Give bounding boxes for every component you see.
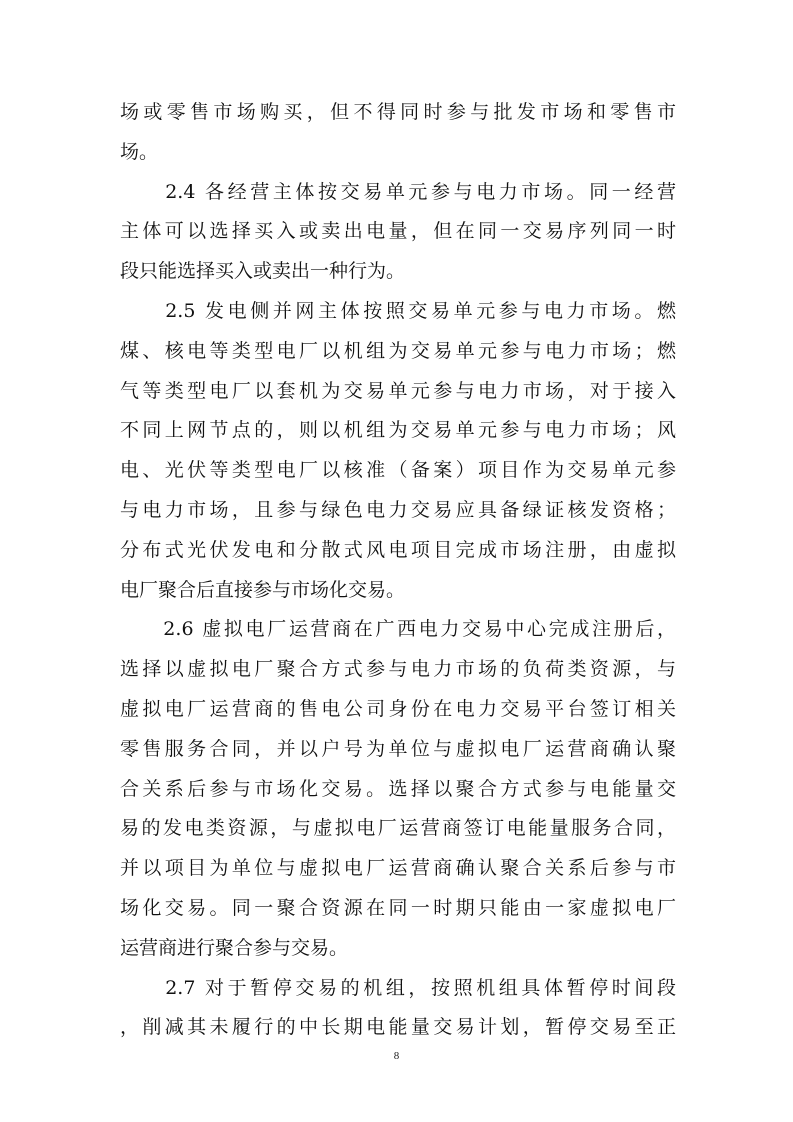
- text-line: 合关系后参与市场化交易。选择以聚合方式参与电能量交: [120, 777, 676, 800]
- text-line: 气等类型电厂以套机为交易单元参与电力市场，对于接入: [120, 379, 676, 402]
- text-line: 2.7 对于暂停交易的机组，按照机组具体暂停时间段: [120, 976, 676, 999]
- body-text: [120, 93, 676, 1048]
- text-line: 不同上网节点的，则以机组为交易单元参与电力市场；风: [120, 419, 676, 442]
- text-line: 虚拟电厂运营商的售电公司身份在电力交易平台签订相关: [120, 697, 676, 720]
- text-line: 场。: [120, 140, 159, 163]
- text-line: 分布式光伏发电和分散式风电项目完成市场注册，由虚拟: [120, 538, 676, 561]
- text-line: 2.4 各经营主体按交易单元参与电力市场。同一经营: [120, 180, 676, 203]
- text-line: 场或零售市场购买，但不得同时参与批发市场和零售市: [120, 101, 676, 123]
- text-line: 段只能选择买入或卖出一种行为。: [120, 260, 406, 283]
- text-line: 主体可以选择买入或卖出电量，但在同一交易序列同一时: [120, 220, 676, 243]
- text-line: 易的发电类资源，与虚拟电厂运营商签订电能量服务合同，: [120, 817, 676, 840]
- text-line: ，削减其未履行的中长期电能量交易计划，暂停交易至正: [120, 1016, 676, 1039]
- text-line: 零售服务合同，并以户号为单位与虚拟电厂运营商确认聚: [120, 737, 676, 760]
- text-line: 场化交易。同一聚合资源在同一时期只能由一家虚拟电厂: [120, 896, 676, 919]
- text-line: 2.6 虚拟电厂运营商在广西电力交易中心完成注册后，: [120, 618, 676, 641]
- page-number: 8: [393, 1050, 400, 1062]
- text-line: 选择以虚拟电厂聚合方式参与电力市场的负荷类资源，与: [120, 658, 676, 681]
- text-line: 2.5 发电侧并网主体按照交易单元参与电力市场。燃: [120, 299, 676, 322]
- text-line: 与电力市场，且参与绿色电力交易应具备绿证核发资格；: [120, 498, 676, 521]
- text-line: 运营商进行聚合参与交易。: [120, 936, 349, 959]
- text-line: 电、光伏等类型电厂以核准（备案）项目作为交易单元参: [120, 459, 676, 482]
- text-line: 煤、核电等类型电厂以机组为交易单元参与电力市场；燃: [120, 339, 676, 362]
- text-line: 电厂聚合后直接参与市场化交易。: [120, 578, 406, 601]
- text-line: 并以项目为单位与虚拟电厂运营商确认聚合关系后参与市: [120, 857, 676, 880]
